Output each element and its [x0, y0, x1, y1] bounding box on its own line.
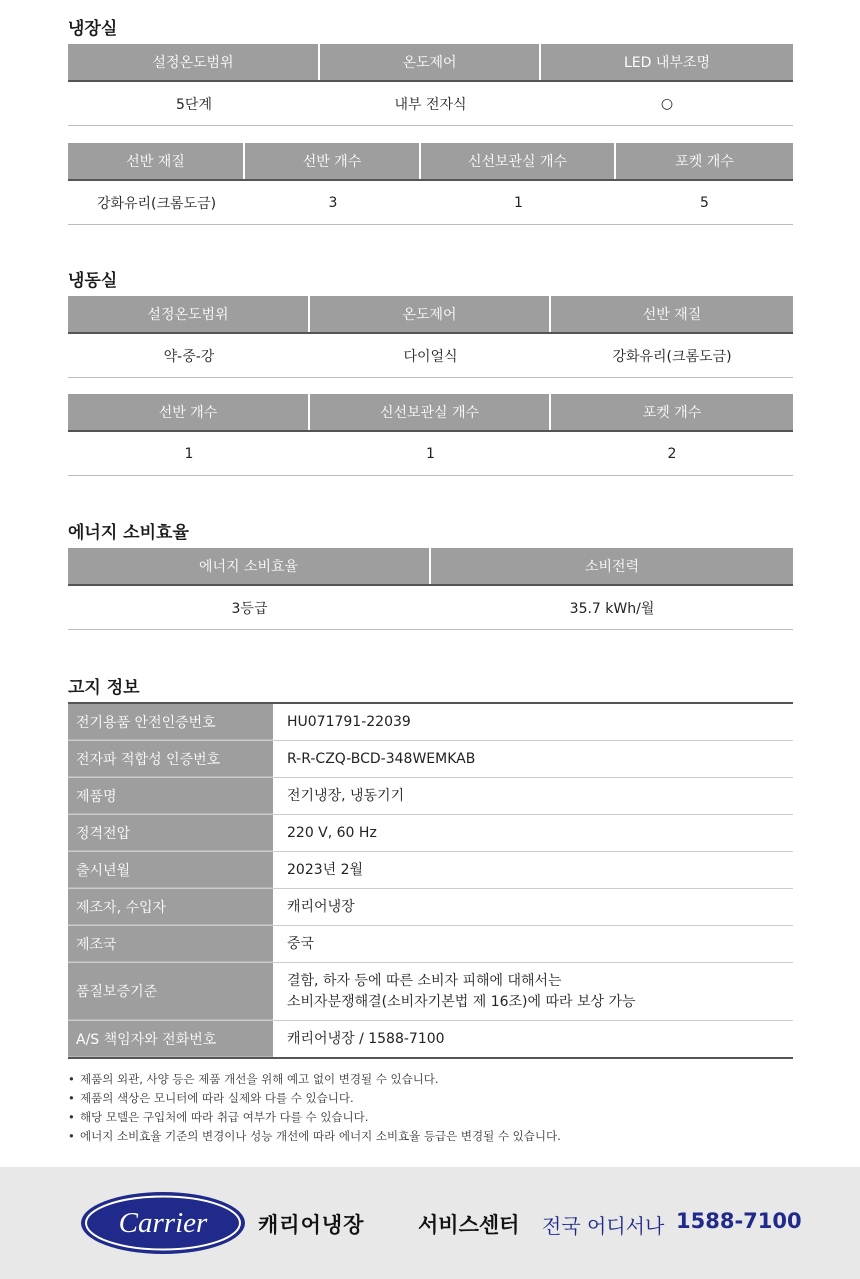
logo-text: Carrier [118, 1207, 208, 1239]
header-cell: 온도제어 [320, 44, 541, 80]
notice-value-line: 중국 [287, 935, 315, 952]
note-text: 해당 모델은 구입처에 따라 취급 여부가 다를 수 있습니다. [80, 1110, 369, 1124]
notice-value-line: 2023년 2월 [287, 861, 364, 878]
value-cell: 35.7 kWh/월 [569, 600, 655, 617]
value-cell: 내부 전자식 [394, 96, 467, 113]
notice-value-line: 결함, 하자 등에 따른 소비자 피해에 대해서는 [287, 972, 562, 989]
table-row [68, 852, 793, 889]
value-cell: 5단계 [176, 96, 212, 113]
freezer-spec-table-1 [68, 296, 793, 378]
notice-value [273, 778, 793, 814]
value-cell: 2 [667, 445, 677, 462]
notice-value [273, 741, 793, 777]
table-row [68, 778, 793, 815]
service-footer [0, 1167, 860, 1279]
notice-key: 출시년월 [68, 852, 273, 888]
table-row [68, 926, 793, 963]
bullet-icon: • [68, 1072, 75, 1086]
list-item [68, 1070, 561, 1089]
notice-title: 고지 정보 [68, 678, 140, 698]
table-header-row [68, 394, 793, 432]
note-text: 제품의 색상은 모니터에 따라 실제와 다를 수 있습니다. [80, 1091, 354, 1105]
header-cell: 선반 재질 [551, 296, 793, 332]
table-value-row [68, 334, 793, 378]
notice-key: 제품명 [68, 778, 273, 814]
header-cell: 포켓 개수 [616, 143, 793, 179]
value-cell: 약-중-강 [163, 348, 215, 365]
notice-value-line: R-R-CZQ-BCD-348WEMKAB [287, 750, 476, 767]
notice-key: 제조국 [68, 926, 273, 962]
notice-value [273, 889, 793, 925]
service-phone-number[interactable]: 1588-7100 [676, 1209, 802, 1233]
list-item [68, 1127, 561, 1146]
table-row [68, 889, 793, 926]
notice-value-line: HU071791-22039 [287, 713, 411, 730]
list-item [68, 1108, 561, 1127]
header-cell: 소비전력 [431, 548, 793, 584]
table-value-row [68, 181, 793, 225]
note-text: 제품의 외관, 사양 등은 제품 개선을 위해 예고 없이 변경될 수 있습니다. [80, 1072, 439, 1086]
nationwide-label: 전국 어디서나 [542, 1214, 665, 1238]
disclaimer-notes [68, 1070, 561, 1146]
notice-value-line: 캐리어냉장 [287, 898, 355, 915]
notice-key: 품질보증기준 [68, 963, 273, 1020]
notice-key: 제조자, 수입자 [68, 889, 273, 925]
value-cell: 강화유리(크롬도금) [96, 195, 217, 212]
notice-value [273, 704, 793, 740]
notice-value-line: 220 V, 60 Hz [287, 824, 377, 841]
table-value-row [68, 586, 793, 630]
bullet-icon: • [68, 1110, 75, 1124]
header-cell: 설정온도범위 [68, 44, 320, 80]
table-header-row [68, 548, 793, 586]
energy-title: 에너지 소비효율 [68, 523, 189, 543]
header-cell: 신선보관실 개수 [421, 143, 616, 179]
notice-key: 전기용품 안전인증번호 [68, 704, 273, 740]
fridge-spec-table-1 [68, 44, 793, 126]
table-row [68, 963, 793, 1021]
notice-key: A/S 책임자와 전화번호 [68, 1021, 273, 1057]
note-text: 에너지 소비효율 기준의 변경이나 성능 개선에 따라 에너지 소비효율 등급은 변경될 수 있습니다. [80, 1129, 561, 1143]
table-value-row [68, 82, 793, 126]
table-value-row [68, 432, 793, 476]
energy-spec-table [68, 548, 793, 630]
header-cell: 에너지 소비효율 [68, 548, 431, 584]
value-cell: 3 [328, 194, 338, 211]
notice-value-line: 전기냉장, 냉동기기 [287, 787, 405, 804]
header-cell: 신선보관실 개수 [310, 394, 551, 430]
notice-value-line: 소비자분쟁해결(소비자기본법 제 16조)에 따라 보상 가능 [287, 993, 636, 1010]
value-cell: 1 [426, 445, 435, 462]
service-center-label: 서비스센터 [418, 1213, 520, 1237]
value-cell: 다이얼식 [403, 348, 458, 365]
header-cell: 선반 개수 [245, 143, 421, 179]
bullet-icon: • [68, 1091, 75, 1105]
brand-name: 캐리어냉장 [258, 1213, 365, 1237]
notice-value [273, 1021, 793, 1057]
table-header-row [68, 143, 793, 181]
header-cell: 선반 개수 [68, 394, 310, 430]
notice-value [273, 852, 793, 888]
value-cell: 1 [184, 445, 194, 462]
header-cell: 선반 재질 [68, 143, 245, 179]
list-item [68, 1089, 561, 1108]
value-cell: 강화유리(크롬도금) [612, 348, 732, 365]
notice-table [68, 702, 793, 1059]
header-cell: LED 내부조명 [541, 44, 793, 80]
freezer-spec-table-2 [68, 394, 793, 476]
value-cell: 5 [700, 194, 709, 211]
table-row [68, 741, 793, 778]
header-cell: 온도제어 [310, 296, 551, 332]
header-cell: 포켓 개수 [551, 394, 793, 430]
value-cell: 1 [514, 194, 523, 211]
fridge-spec-table-2 [68, 143, 793, 225]
notice-value [273, 815, 793, 851]
notice-value-line: 캐리어냉장 / 1588-7100 [287, 1030, 445, 1047]
table-header-row [68, 44, 793, 82]
value-cell: ○ [660, 95, 674, 112]
notice-value [273, 926, 793, 962]
table-header-row [68, 296, 793, 334]
table-row [68, 704, 793, 741]
table-row [68, 1021, 793, 1057]
notice-key: 전자파 적합성 인증번호 [68, 741, 273, 777]
carrier-logo [80, 1191, 246, 1255]
freezer-title: 냉동실 [68, 271, 118, 291]
table-row [68, 815, 793, 852]
notice-key: 정격전압 [68, 815, 273, 851]
bullet-icon: • [68, 1129, 75, 1143]
fridge-title: 냉장실 [68, 19, 118, 39]
header-cell: 설정온도범위 [68, 296, 310, 332]
value-cell: 3등급 [231, 600, 268, 617]
notice-value [273, 963, 793, 1020]
